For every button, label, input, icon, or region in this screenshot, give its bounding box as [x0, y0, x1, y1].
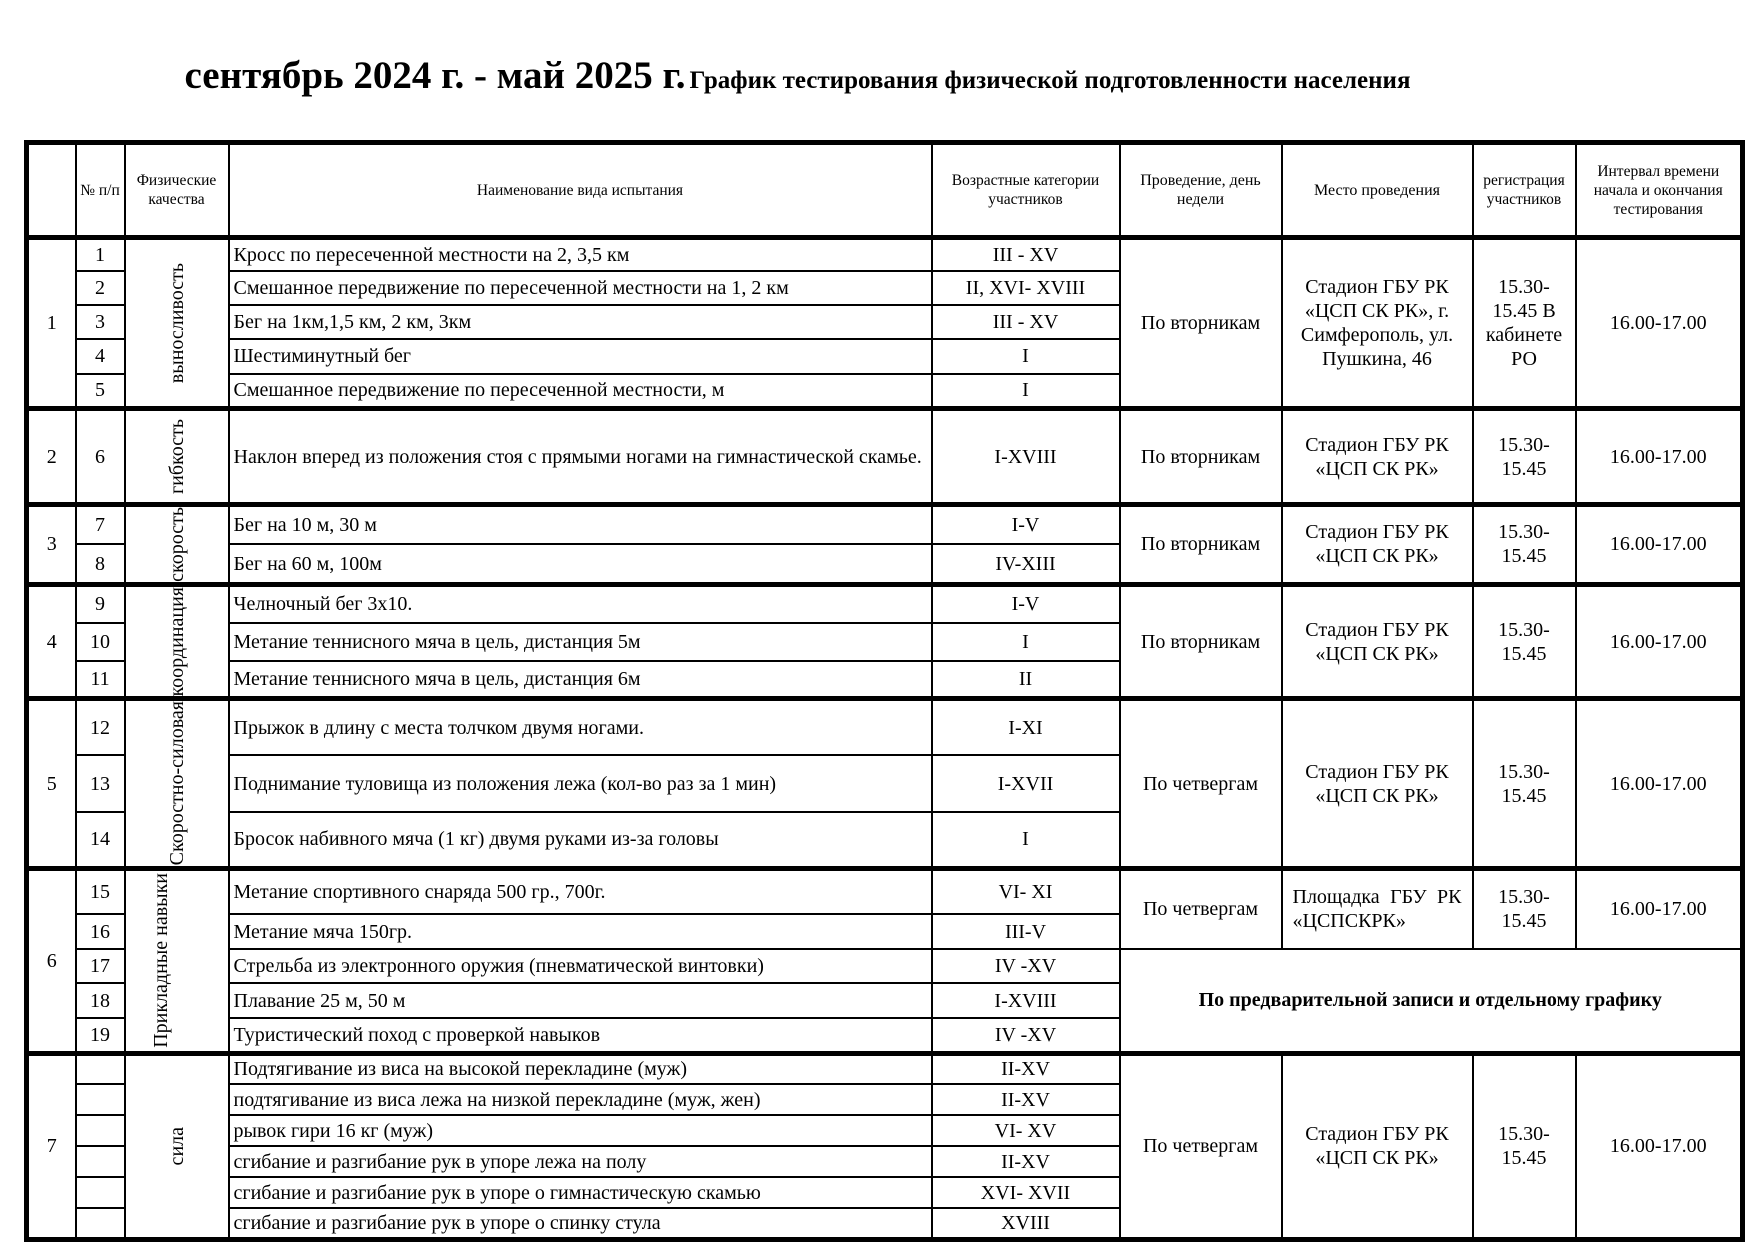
- test-interval: 16.00-17.00: [1576, 238, 1743, 409]
- header-registration: регистрация участников: [1473, 143, 1576, 238]
- page-title: [0, 48, 1595, 112]
- row-num: 11: [76, 661, 125, 699]
- age-category: II-XV: [932, 1146, 1120, 1177]
- row-num: 10: [76, 623, 125, 661]
- day-of-week: По четвергам: [1120, 699, 1282, 868]
- row-num: 16: [76, 914, 125, 949]
- test-name: Бег на 10 м, 30 м: [229, 505, 932, 545]
- test-name: Бросок набивного мяча (1 кг) двумя руками из-за головы: [229, 812, 932, 868]
- row-num: 6: [76, 409, 125, 505]
- age-category: IV-XIII: [932, 544, 1120, 584]
- table-row: [27, 238, 1743, 271]
- row-num: 18: [76, 983, 125, 1018]
- venue: Стадион ГБУ РК «ЦСП СК РК»: [1282, 584, 1473, 699]
- row-num: [76, 1177, 125, 1208]
- registration-time: 15.30-15.45: [1473, 505, 1576, 585]
- quality-label: Прикладные навыки: [149, 873, 172, 1049]
- row-num: 4: [76, 339, 125, 374]
- day-of-week: По вторникам: [1120, 409, 1282, 505]
- age-category: I-XVIII: [932, 983, 1120, 1018]
- test-name: подтягивание из виса лежа на низкой перекладине (муж, жен): [229, 1084, 932, 1115]
- header-test-name: Наименование вида испытания: [229, 143, 932, 238]
- test-interval: 16.00-17.00: [1576, 409, 1743, 505]
- test-name: сгибание и разгибание рук в упоре о спинку стула: [229, 1208, 932, 1239]
- test-name: Подтягивание из виса на высокой перекладине (муж): [229, 1053, 932, 1084]
- schedule-table: [24, 140, 1745, 1242]
- row-num: 17: [76, 949, 125, 983]
- registration-time: 15.30-15.45: [1473, 1053, 1576, 1239]
- group-index: 7: [27, 1053, 76, 1239]
- test-name: Смешанное передвижение по пересеченной местности, м: [229, 374, 932, 409]
- header-quality: Физические качества: [125, 143, 229, 238]
- age-category: III-V: [932, 914, 1120, 949]
- row-num: 19: [76, 1018, 125, 1053]
- registration-time: 15.30-15.45: [1473, 699, 1576, 868]
- group-index: 2: [27, 409, 76, 505]
- age-category: II-XV: [932, 1053, 1120, 1084]
- row-num: 3: [76, 305, 125, 339]
- table-row: [27, 868, 1743, 914]
- group-index: 1: [27, 238, 76, 409]
- title-text: График тестирования физической подготовленности населения: [689, 67, 1411, 94]
- registration-time: 15.30-15.45: [1473, 868, 1576, 949]
- age-category: I: [932, 374, 1120, 409]
- age-category: IV -XV: [932, 1018, 1120, 1053]
- test-name: Прыжок в длину с места толчком двумя ногами.: [229, 699, 932, 755]
- venue: Площадка ГБУ РК «ЦСПСКРК»: [1282, 868, 1473, 949]
- age-category: VI- XV: [932, 1115, 1120, 1146]
- age-category: I: [932, 339, 1120, 374]
- header-day: Проведение, день недели: [1120, 143, 1282, 238]
- test-name: Метание спортивного снаряда 500 гр., 700г.: [229, 868, 932, 914]
- registration-time: 15.30-15.45: [1473, 584, 1576, 699]
- group-6: [27, 868, 1743, 1053]
- test-name: Поднимание туловища из положения лежа (кол-во раз за 1 мин): [229, 755, 932, 813]
- age-category: II-XV: [932, 1084, 1120, 1115]
- row-num: 14: [76, 812, 125, 868]
- age-category: IV -XV: [932, 949, 1120, 983]
- age-category: I-XVII: [932, 755, 1120, 813]
- registration-time: 15.30-15.45 В кабинете РО: [1473, 238, 1576, 409]
- quality-cell: [125, 409, 229, 505]
- test-name: Стрельба из электронного оружия (пневматической винтовки): [229, 949, 932, 983]
- title-period: сентябрь 2024 г. - май 2025 г.: [184, 54, 686, 97]
- test-name: Кросс по пересеченной местности на 2, 3,5 км: [229, 238, 932, 271]
- day-of-week: По четвергам: [1120, 1053, 1282, 1239]
- quality-label: скорость: [165, 507, 188, 582]
- row-num: 1: [76, 238, 125, 271]
- table-row: [27, 505, 1743, 545]
- preregistration-note: По предварительной записи и отдельному графику: [1120, 949, 1743, 1053]
- quality-cell: [125, 699, 229, 868]
- test-name: Туристический поход с проверкой навыков: [229, 1018, 932, 1053]
- test-name: Смешанное передвижение по пересеченной местности на 1, 2 км: [229, 271, 932, 305]
- age-category: VI- XI: [932, 868, 1120, 914]
- row-num: 9: [76, 584, 125, 622]
- group-3: [27, 505, 1743, 585]
- age-category: I-XVIII: [932, 409, 1120, 505]
- age-category: I-XI: [932, 699, 1120, 755]
- test-name: Бег на 60 м, 100м: [229, 544, 932, 584]
- test-name: Метание теннисного мяча в цель, дистанция 6м: [229, 661, 932, 699]
- group-1: [27, 238, 1743, 409]
- quality-cell: [125, 584, 229, 699]
- group-7: [27, 1053, 1743, 1239]
- table-row: [27, 699, 1743, 755]
- table-row: [27, 949, 1743, 983]
- test-name: Метание теннисного мяча в цель, дистанция 5м: [229, 623, 932, 661]
- group-index: 4: [27, 584, 76, 699]
- age-category: I-V: [932, 505, 1120, 545]
- group-5: [27, 699, 1743, 868]
- quality-cell: [125, 505, 229, 585]
- test-interval: 16.00-17.00: [1576, 868, 1743, 949]
- row-num: [76, 1115, 125, 1146]
- row-num: [76, 1146, 125, 1177]
- row-num: 7: [76, 505, 125, 545]
- age-category: I-V: [932, 584, 1120, 622]
- venue: Стадион ГБУ РК «ЦСП СК РК»: [1282, 699, 1473, 868]
- table-row: [27, 409, 1743, 505]
- test-name: Бег на 1км,1,5 км, 2 км, 3км: [229, 305, 932, 339]
- venue: Стадион ГБУ РК «ЦСП СК РК»: [1282, 409, 1473, 505]
- venue: Стадион ГБУ РК «ЦСП СК РК»: [1282, 505, 1473, 585]
- test-name: Челночный бег 3х10.: [229, 584, 932, 622]
- day-of-week: По четвергам: [1120, 868, 1282, 949]
- quality-cell: [125, 868, 229, 1053]
- row-num: 2: [76, 271, 125, 305]
- row-num: 15: [76, 868, 125, 914]
- quality-label: выносливость: [165, 262, 188, 384]
- quality-label: гибкость: [165, 418, 188, 495]
- registration-time: 15.30-15.45: [1473, 409, 1576, 505]
- group-4: [27, 584, 1743, 699]
- venue: Стадион ГБУ РК «ЦСП СК РК»: [1282, 1053, 1473, 1239]
- table-row: [27, 584, 1743, 622]
- group-index: 6: [27, 868, 76, 1053]
- group-2: [27, 409, 1743, 505]
- header-place: Место проведения: [1282, 143, 1473, 238]
- age-category: XVIII: [932, 1208, 1120, 1239]
- age-category: XVI- XVII: [932, 1177, 1120, 1208]
- test-name: Шестиминутный бег: [229, 339, 932, 374]
- quality-label: Скоростно-силовая: [165, 701, 188, 866]
- test-name: сгибание и разгибание рук в упоре о гимнастическую скамью: [229, 1177, 932, 1208]
- quality-cell: [125, 238, 229, 409]
- row-num: [76, 1084, 125, 1115]
- age-category: II, XVI- XVIII: [932, 271, 1120, 305]
- test-name: Метание мяча 150гр.: [229, 914, 932, 949]
- quality-cell: [125, 1053, 229, 1239]
- test-interval: 16.00-17.00: [1576, 584, 1743, 699]
- row-num: 13: [76, 755, 125, 813]
- row-num: [76, 1053, 125, 1084]
- test-name: Плавание 25 м, 50 м: [229, 983, 932, 1018]
- table-row: [27, 1053, 1743, 1084]
- header-age: Возрастные категории участников: [932, 143, 1120, 238]
- row-num: 8: [76, 544, 125, 584]
- group-index: 3: [27, 505, 76, 585]
- age-category: I: [932, 623, 1120, 661]
- test-name: Наклон вперед из положения стоя с прямыми ногами на гимнастической скамье.: [229, 409, 932, 505]
- age-category: III - XV: [932, 238, 1120, 271]
- header-interval: Интервал времени начала и окончания тестирования: [1576, 143, 1743, 238]
- header-group: [27, 143, 76, 238]
- row-num: 12: [76, 699, 125, 755]
- test-interval: 16.00-17.00: [1576, 505, 1743, 585]
- day-of-week: По вторникам: [1120, 238, 1282, 409]
- header-row: [27, 143, 1743, 238]
- age-category: I: [932, 812, 1120, 868]
- day-of-week: По вторникам: [1120, 584, 1282, 699]
- quality-label: координация: [165, 586, 188, 697]
- row-num: [76, 1208, 125, 1239]
- row-num: 5: [76, 374, 125, 409]
- test-interval: 16.00-17.00: [1576, 699, 1743, 868]
- test-name: рывок гири 16 кг (муж): [229, 1115, 932, 1146]
- venue: Стадион ГБУ РК «ЦСП СК РК», г. Симферополь, ул. Пушкина, 46: [1282, 238, 1473, 409]
- test-name: сгибание и разгибание рук в упоре лежа на полу: [229, 1146, 932, 1177]
- day-of-week: По вторникам: [1120, 505, 1282, 585]
- age-category: II: [932, 661, 1120, 699]
- age-category: III - XV: [932, 305, 1120, 339]
- header-num: № п/п: [76, 143, 125, 238]
- test-interval: 16.00-17.00: [1576, 1053, 1743, 1239]
- quality-label: сила: [165, 1126, 188, 1166]
- group-index: 5: [27, 699, 76, 868]
